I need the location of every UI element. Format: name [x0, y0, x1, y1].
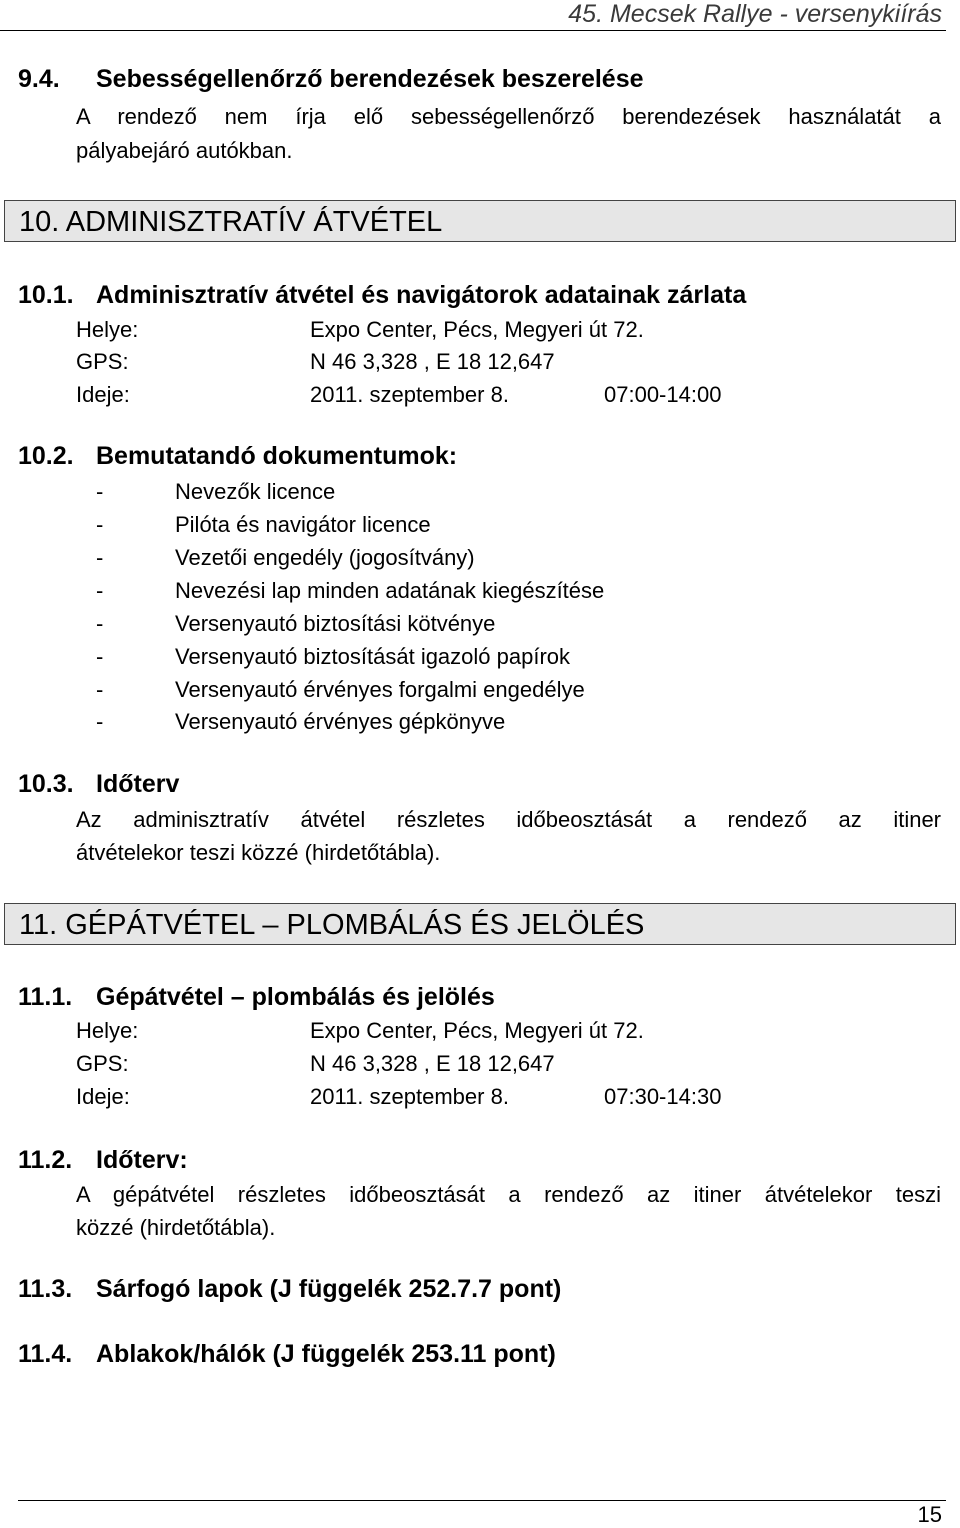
section-10-3-number: 10.3.	[18, 770, 74, 798]
section-11-1-number: 11.1.	[18, 983, 73, 1011]
document-title: 45. Mecsek Rallye - versenykiírás	[568, 0, 942, 28]
list-item: Versenyautó érvényes forgalmi engedélye	[175, 677, 585, 702]
section-10-3-title: Időterv	[96, 770, 180, 798]
section-11-2-text-line-2: közzé (hirdetőtábla).	[76, 1215, 276, 1240]
chapter-11-heading	[4, 903, 956, 945]
list-item: Versenyautó biztosítását igazoló papírok	[175, 644, 571, 669]
place-value: Expo Center, Pécs, Megyeri út 72.	[310, 1018, 644, 1043]
list-bullet: -	[96, 578, 104, 603]
section-9-4-title: Sebességellenőrző berendezések beszerelése	[96, 65, 644, 93]
gps-value: N 46 3,328 , E 18 12,647	[310, 1051, 555, 1076]
place-label: Helye:	[76, 1018, 139, 1043]
section-9-4-text-line-2: pályabejáró autókban.	[76, 138, 293, 163]
gps-label: GPS:	[76, 1051, 129, 1076]
chapter-10-title: 10. ADMINISZTRATÍV ÁTVÉTEL	[19, 206, 443, 238]
place-label: Helye:	[76, 317, 139, 342]
section-9-4-number: 9.4.	[18, 65, 60, 93]
list-bullet: -	[96, 512, 104, 537]
list-bullet: -	[96, 479, 104, 504]
list-item: Versenyautó biztosítási kötvénye	[175, 611, 496, 636]
page-number: 15	[917, 1502, 942, 1527]
gps-label: GPS:	[76, 349, 129, 374]
section-10-1-title: Adminisztratív átvétel és navigátorok adatainak zárlata	[96, 281, 747, 309]
time-label: Ideje:	[76, 382, 130, 407]
chapter-11-title: 11. GÉPÁTVÉTEL – PLOMBÁLÁS ÉS JELÖLÉS	[19, 909, 645, 941]
time-value: 07:00-14:00	[604, 382, 722, 407]
list-bullet: -	[96, 545, 104, 570]
date-value: 2011. szeptember 8.	[310, 382, 509, 407]
chapter-10-heading	[4, 200, 956, 242]
section-11-3-number: 11.3.	[18, 1275, 73, 1303]
gps-value: N 46 3,328 , E 18 12,647	[310, 349, 555, 374]
section-11-4-title: Ablakok/hálók (J függelék 253.11 pont)	[96, 1340, 556, 1368]
list-bullet: -	[96, 611, 104, 636]
section-11-2-text-line-1: A gépátvétel részletes időbeosztását a rendező az itiner átvételekor teszi	[76, 1182, 941, 1207]
section-11-2-title: Időterv:	[96, 1146, 188, 1174]
section-10-3-text-line-2: átvételekor teszi közzé (hirdetőtábla).	[76, 840, 441, 865]
list-bullet: -	[96, 709, 104, 734]
list-item: Versenyautó érvényes gépkönyve	[175, 709, 506, 734]
time-label: Ideje:	[76, 1084, 130, 1109]
list-bullet: -	[96, 644, 104, 669]
section-11-3-title: Sárfogó lapok (J függelék 252.7.7 pont)	[96, 1275, 562, 1303]
list-item: Pilóta és navigátor licence	[175, 512, 431, 537]
section-10-3-text-line-1: Az adminisztratív átvétel részletes időbeosztását a rendező az itiner	[76, 807, 941, 832]
list-item: Nevezési lap minden adatának kiegészítése	[175, 578, 605, 603]
section-11-1-title: Gépátvétel – plombálás és jelölés	[96, 983, 495, 1011]
list-item: Vezetői engedély (jogosítvány)	[175, 545, 475, 570]
section-11-2-number: 11.2.	[18, 1146, 73, 1174]
section-9-4-text-line-1: A rendező nem írja elő sebességellenőrző berendezések használatát a	[76, 104, 941, 129]
section-10-2-title: Bemutatandó dokumentumok:	[96, 442, 458, 470]
list-item: Nevezők licence	[175, 479, 336, 504]
section-10-2-number: 10.2.	[18, 442, 74, 470]
date-value: 2011. szeptember 8.	[310, 1084, 509, 1109]
footer-divider	[18, 1500, 946, 1501]
time-value: 07:30-14:30	[604, 1084, 722, 1109]
section-11-4-number: 11.4.	[18, 1340, 73, 1368]
section-10-1-number: 10.1.	[18, 281, 74, 309]
place-value: Expo Center, Pécs, Megyeri út 72.	[310, 317, 644, 342]
list-bullet: -	[96, 677, 104, 702]
page-header	[0, 0, 946, 31]
